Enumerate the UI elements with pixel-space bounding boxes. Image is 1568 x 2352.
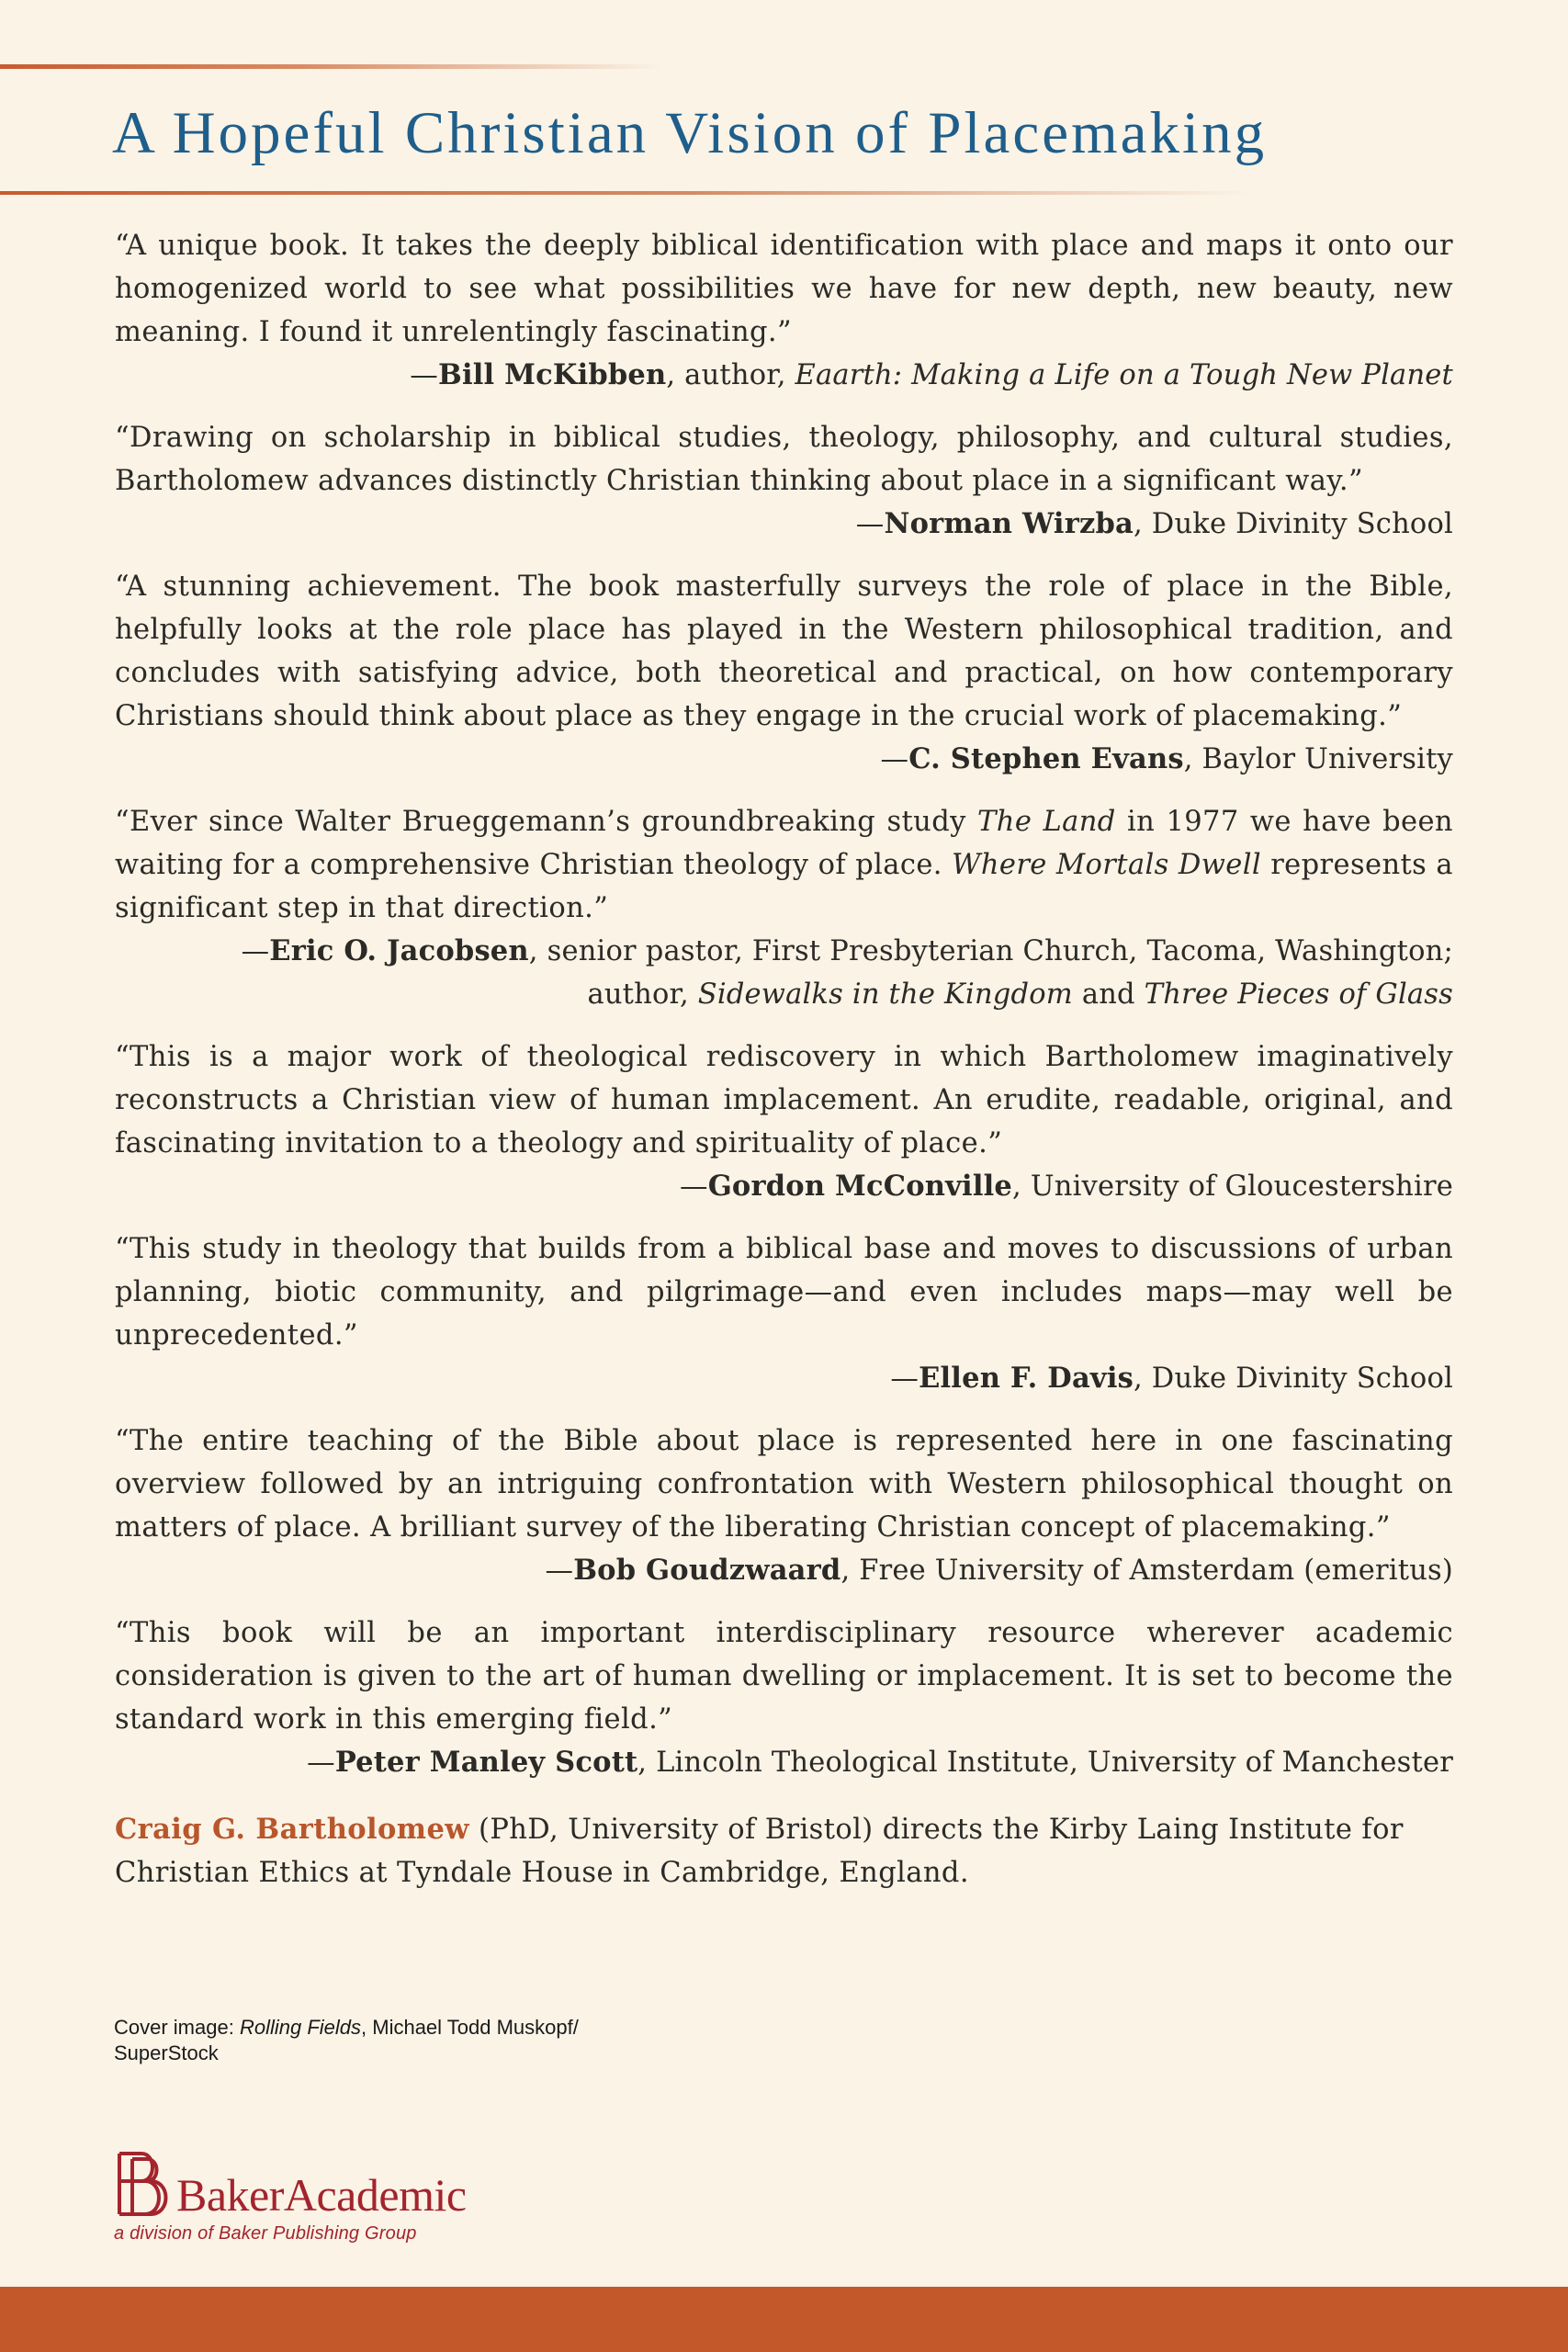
endorser-name: C. Stephen Evans	[908, 742, 1184, 775]
bottom-color-band	[0, 2287, 1568, 2352]
endorser-name: Ellen F. Davis	[919, 1362, 1134, 1395]
publisher-name: BakerAcademic	[176, 2169, 467, 2221]
quote-text: “The entire teaching of the Bible about place is represented here in one fascinating overview followed by an intriguing confrontation with Western philosophical thought on matters of place. A brilliant survey of the liberating Christian concept of placemaking.”	[115, 1425, 1453, 1544]
publisher-logo	[114, 2150, 467, 2245]
cover-image-credit	[114, 2015, 579, 2066]
quote-text: “Drawing on scholarship in biblical studies, theology, philosophy, and cultural studies, Bartholomew advances distinctly Christian thinking about place in a significant way.”	[115, 422, 1453, 497]
quote-text-part: in 1977 we have been waiting for a comprehensive Christian theology of place.	[115, 806, 1453, 881]
endorsements	[115, 224, 1453, 1894]
quote-text: “This is a major work of theological rediscovery in which Bartholomew imaginatively reconstructs a Christian view of human implacement. An erudite, readable, original, and fascinating invitation to a theology and spirituality of place.”	[115, 1041, 1453, 1159]
top-decorative-rule	[0, 64, 661, 69]
credit-artist: , Michael Todd Muskopf/	[361, 2016, 579, 2039]
quote-text: “This book will be an important interdisciplinary resource wherever academic consideration is given to the art of human dwelling or implacement. It is set to become the standard work in this emerging field.”	[115, 1617, 1453, 1736]
endorsement	[115, 565, 1453, 781]
endorser-affiliation: , Duke Divinity School	[1134, 508, 1453, 540]
endorsement	[115, 224, 1453, 397]
endorser-affiliation: , University of Gloucestershire	[1012, 1170, 1453, 1203]
endorsement	[115, 416, 1453, 546]
endorser-affiliation: , Duke Divinity School	[1134, 1363, 1453, 1395]
endorsement	[115, 1419, 1453, 1592]
publisher-tagline: a division of Baker Publishing Group	[114, 2223, 417, 2244]
quote-attribution-line2	[115, 973, 1453, 1016]
endorser-book-title: Eaarth: Making a Life on a Tough New Planet	[795, 359, 1453, 391]
quote-attribution	[115, 1165, 1453, 1208]
baker-b-monogram-icon	[114, 2150, 175, 2218]
attribution-dash: —	[307, 1747, 335, 1779]
quote-text-part: “Ever since Walter Brueggemann’s groundbreaking study	[115, 806, 978, 838]
endorser-book-title: Three Pieces of Glass	[1144, 978, 1453, 1011]
endorser-name: Bill McKibben	[437, 358, 667, 391]
endorsement	[115, 1611, 1453, 1784]
quote-text: “A unique book. It takes the deeply biblical identification with place and maps it onto our homogenized world to see what possibilities we have for new depth, new beauty, new meaning. I found it unrelentingly fascinating.”	[115, 230, 1453, 348]
attribution-dash: —	[241, 935, 270, 967]
title-underline-rule	[0, 191, 1249, 195]
page-title: A Hopeful Christian Vision of Placemaking	[112, 100, 1268, 166]
quote-attribution	[115, 930, 1453, 973]
quote-text-part: represents a significant step in that direction.”	[115, 849, 1453, 924]
quote-attribution	[115, 1357, 1453, 1400]
author-bio	[115, 1808, 1453, 1894]
attribution-dash: —	[679, 1170, 708, 1203]
endorser-role: author,	[587, 978, 698, 1011]
endorser-name: Peter Manley Scott	[334, 1746, 638, 1779]
quote-attribution	[115, 1549, 1453, 1592]
credit-agency: SuperStock	[114, 2041, 219, 2064]
endorser-book-title: Sidewalks in the Kingdom	[697, 978, 1073, 1011]
endorser-affiliation: , senior pastor, First Presbyterian Church, Tacoma, Washington;	[528, 935, 1453, 967]
credit-artwork-title: Rolling Fields	[239, 2016, 362, 2039]
quote-attribution	[115, 1741, 1453, 1784]
quote-attribution	[115, 503, 1453, 546]
endorser-affiliation: , Baylor University	[1183, 743, 1453, 775]
endorser-affiliation: , Free University of Amsterdam (emeritus)	[840, 1555, 1453, 1587]
quote-book-title: Where Mortals Dwell	[952, 849, 1262, 881]
credit-prefix: Cover image:	[114, 2016, 240, 2039]
quote-attribution	[115, 354, 1453, 397]
attribution-dash: —	[545, 1555, 574, 1587]
endorser-name: Gordon McConville	[707, 1170, 1013, 1203]
endorsement	[115, 1227, 1453, 1400]
quote-text: “This study in theology that builds from a biblical base and moves to discussions of urban planning, biotic community, and pilgrimage—and even includes maps—may well be unprecedented.”	[115, 1233, 1453, 1351]
endorser-name: Eric O. Jacobsen	[269, 934, 529, 967]
author-bio-text: (PhD, University of Bristol) directs the Kirby Laing Institute for Christian Ethics at Tyndale House in Cambridge, England.	[115, 1814, 1404, 1889]
quote-attribution	[115, 738, 1453, 781]
endorser-affiliation: , author,	[666, 359, 795, 391]
endorser-name: Norman Wirzba	[884, 507, 1134, 540]
endorsement	[115, 800, 1453, 1016]
quote-text: “A stunning achievement. The book masterfully surveys the role of place in the Bible, helpfully looks at the role place has played in the Western philosophical tradition, and concludes with satisfying advice, both theoretical and practical, on how contemporary Christians should think about place as they engage in the crucial work of placemaking.”	[115, 571, 1453, 732]
quote-book-title: The Land	[977, 806, 1116, 838]
attribution-dash: —	[890, 1363, 919, 1395]
endorsement	[115, 1035, 1453, 1208]
attribution-dash: —	[880, 743, 909, 775]
endorser-affiliation: , Lincoln Theological Institute, University of Manchester	[637, 1747, 1453, 1779]
endorser-name: Bob Goudzwaard	[573, 1554, 841, 1587]
quote-text	[115, 800, 1453, 930]
attribution-dash: —	[410, 359, 438, 391]
author-name: Craig G. Bartholomew	[115, 1813, 469, 1846]
conjunction: and	[1072, 978, 1145, 1011]
attribution-dash: —	[855, 508, 885, 540]
